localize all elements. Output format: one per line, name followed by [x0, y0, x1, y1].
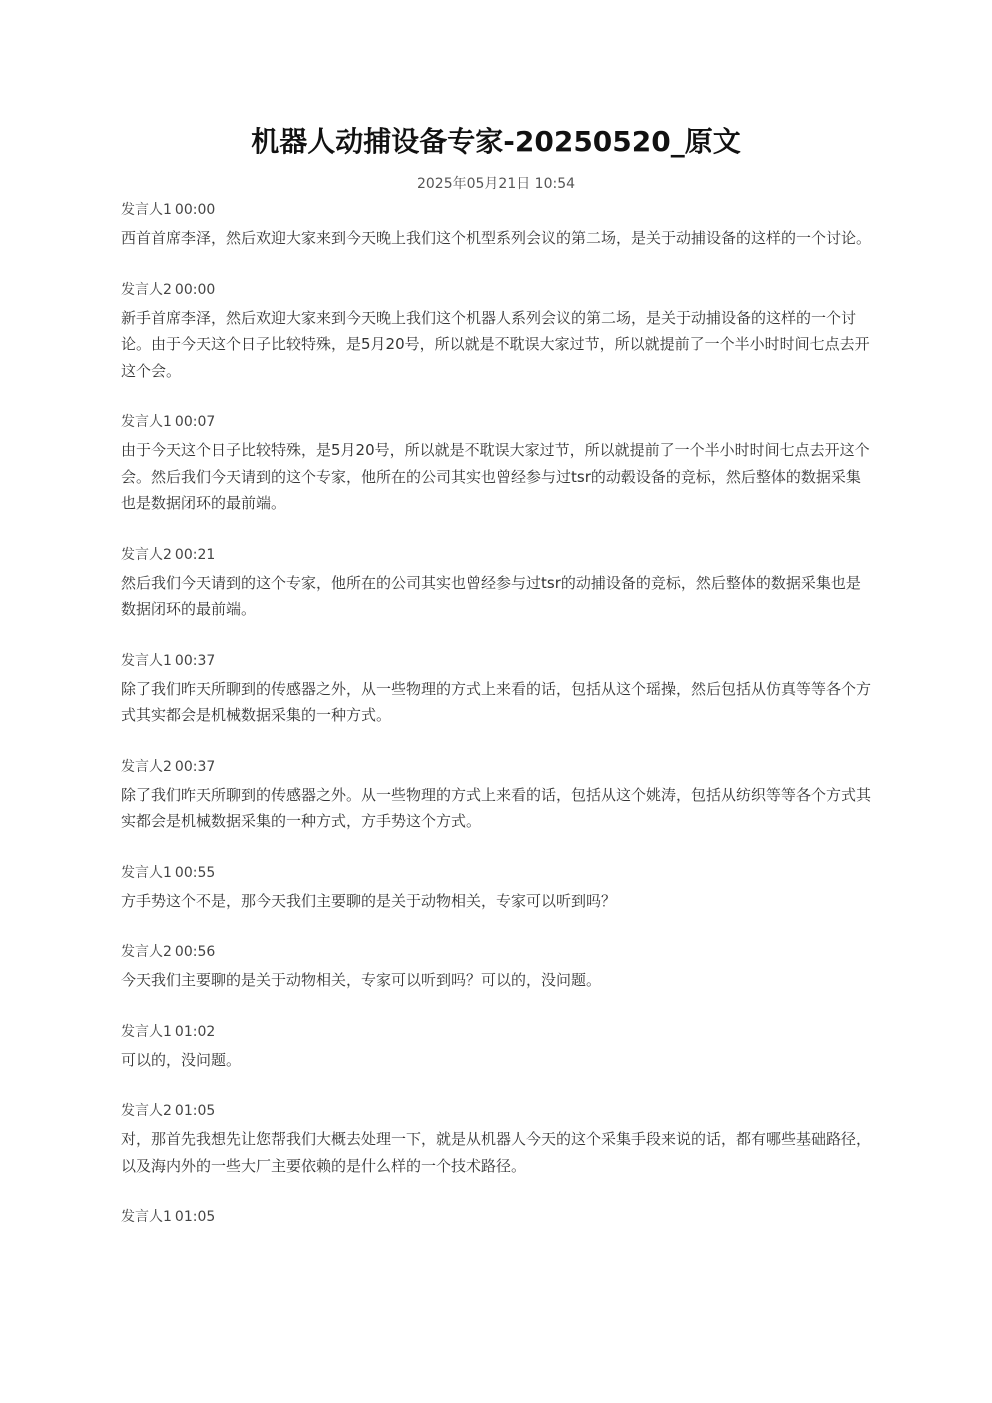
- timestamp: 00:21: [174, 546, 216, 563]
- transcript-entry: [121, 1206, 873, 1228]
- speaker-name: 发言人1: [121, 414, 172, 430]
- speaker-name: 发言人2: [121, 758, 172, 775]
- transcript-entry: [121, 941, 873, 994]
- timestamp: 00:00: [174, 281, 216, 298]
- timestamp: 00:37: [174, 652, 216, 669]
- speaker-name: 发言人1: [121, 1209, 172, 1225]
- utterance-text: 今天我们主要聊的是关于动物相关，专家可以听到吗？可以的，没问题。: [121, 971, 602, 989]
- speaker-line: [121, 411, 873, 433]
- speaker-line: [121, 279, 873, 301]
- utterance-text: 由于今天这个日子比较特殊，是5月20号，所以就是不耽误大家过节，所以就提前了一个半小时时间七点去开这个会。然后我们今天请到的这个专家，他所在的公司其实也曾经参与过tsr的动毂设备的竞标，然后整体的数据采集也是数据闭环的最前端。: [121, 441, 870, 512]
- transcript-entry: [121, 544, 873, 623]
- utterance-text: 可以的，没问题。: [121, 1050, 242, 1069]
- transcript-entry: [121, 650, 873, 729]
- transcript-entry: [121, 199, 873, 252]
- transcript-entry: [121, 1021, 873, 1074]
- speaker-name: 发言人1: [121, 864, 172, 881]
- speaker-name: 发言人2: [121, 1103, 172, 1119]
- utterance-text: 除了我们昨天所聊到的传感器之外。从一些物理的方式上来看的话，包括从这个姚涛，包括从纺织等等各个方式其实都会是机械数据采集的一种方式，方手势这个方式。: [121, 785, 872, 830]
- speaker-name: 发言人2: [121, 281, 172, 298]
- speaker-name: 发言人1: [121, 1023, 172, 1040]
- speaker-name: 发言人2: [121, 944, 172, 960]
- transcript-entry: [121, 1100, 873, 1179]
- speaker-line: [121, 862, 873, 884]
- transcript-entry: [121, 756, 873, 835]
- speaker-name: 发言人1: [121, 202, 172, 218]
- timestamp: 01:05: [174, 1103, 216, 1119]
- timestamp: 01:05: [174, 1209, 216, 1225]
- utterance-text: 除了我们昨天所聊到的传感器之外，从一些物理的方式上来看的话，包括从这个瑶操，然后包括从仿真等等各个方式其实都会是机械数据采集的一种方式。: [121, 679, 872, 724]
- transcript-entry: [121, 279, 873, 385]
- speaker-line: [121, 199, 873, 221]
- utterance-text: 对，那首先我想先让您帮我们大概去处理一下，就是从机器人今天的这个采集手段来说的话，都有哪些基础路径，以及海内外的一些大厂主要依赖的是什么样的一个技术路径。: [121, 1130, 872, 1175]
- speaker-line: [121, 941, 873, 963]
- speaker-line: [121, 1100, 873, 1122]
- transcript: [121, 199, 873, 1255]
- speaker-name: 发言人1: [121, 652, 172, 669]
- speaker-line: [121, 544, 873, 566]
- utterance-text: 新手首席李泽，然后欢迎大家来到今天晚上我们这个机器人系列会议的第二场，是关于动捕设备的这样的一个讨论。由于今天这个日子比较特殊，是5月20号，所以就是不耽误大家过节，所以就提前了一个半小时时间七点去开这个会。: [121, 308, 870, 380]
- utterance-text: 西首首席李泽，然后欢迎大家来到今天晚上我们这个机型系列会议的第二场，是关于动捕设备的这样的一个讨论。: [121, 229, 872, 247]
- speaker-line: [121, 756, 873, 778]
- transcript-entry: [121, 862, 873, 915]
- timestamp: 00:56: [174, 944, 216, 960]
- transcript-entry: [121, 411, 873, 517]
- document-date: 2025年05月21日 10:54: [416, 176, 576, 192]
- speaker-line: [121, 1021, 873, 1043]
- timestamp: 00:07: [174, 414, 216, 430]
- speaker-line: [121, 1206, 873, 1228]
- timestamp: 00:37: [174, 758, 216, 775]
- document-title: 机器人动捕设备专家-20250520_原文: [251, 125, 741, 158]
- timestamp: 00:00: [174, 202, 216, 218]
- speaker-line: [121, 650, 873, 672]
- utterance-text: 然后我们今天请到的这个专家，他所在的公司其实也曾经参与过tsr的动捕设备的竞标，然后整体的数据采集也是数据闭环的最前端。: [121, 573, 861, 618]
- timestamp: 00:55: [174, 864, 216, 881]
- timestamp: 01:02: [174, 1023, 216, 1040]
- utterance-text: 方手势这个不是，那今天我们主要聊的是关于动物相关，专家可以听到吗？: [121, 891, 617, 910]
- speaker-name: 发言人2: [121, 546, 172, 563]
